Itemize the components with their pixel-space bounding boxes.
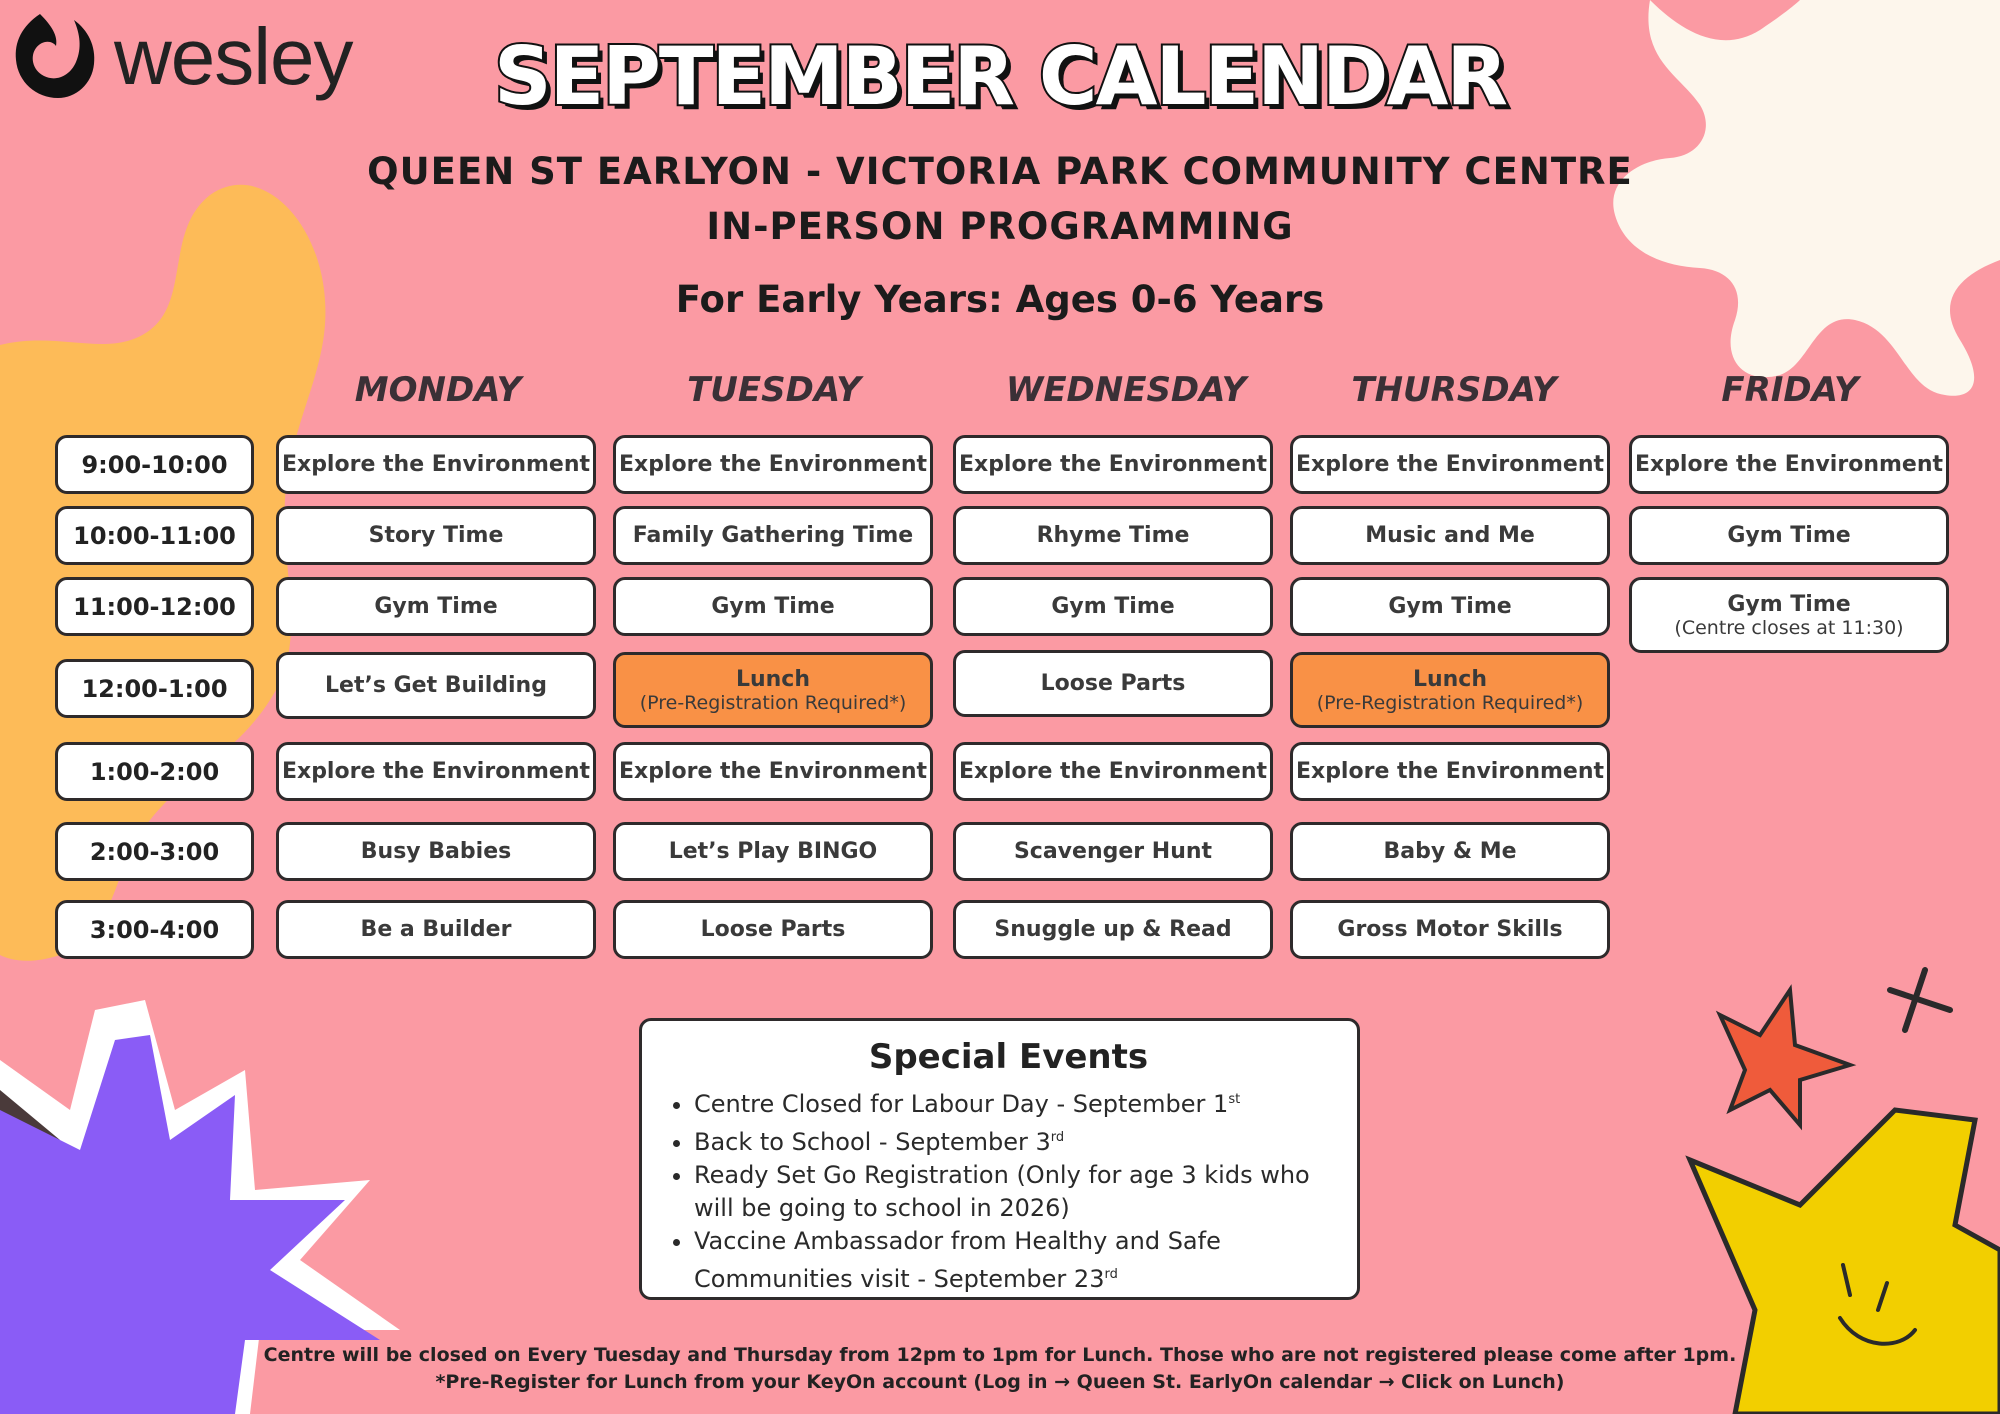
time-slot: 3:00-4:00 <box>55 900 254 959</box>
event-text: Ready Set Go Registration (Only for age 3 kids who will be going to school in 2026) <box>694 1161 1310 1222</box>
event-text: Back to School - September 3 <box>694 1128 1051 1156</box>
special-events-title: Special Events <box>868 1037 1149 1077</box>
time-slot: 11:00-12:00 <box>55 577 254 636</box>
activity-monday-11: Gym Time <box>276 577 596 636</box>
footer-closure-note: Centre will be closed on Every Tuesday and Thursday from 12pm to 1pm for Lunch. Those who are not registered please come after 1pm. <box>263 1344 1737 1366</box>
activity-monday-2: Busy Babies <box>276 822 596 881</box>
event-suffix: rd <box>1104 1267 1118 1282</box>
footer-preregister-note: *Pre-Register for Lunch from your KeyOn account (Log in → Queen St. EarlyOn calendar → Click on Lunch) <box>435 1371 1565 1393</box>
event-text: Centre Closed for Labour Day - September 1 <box>694 1090 1229 1118</box>
activity-tuesday-2: Let’s Play BINGO <box>613 822 933 881</box>
activity-thursday-10: Music and Me <box>1290 506 1610 565</box>
time-slot: 9:00-10:00 <box>55 435 254 494</box>
activity-tuesday-11: Gym Time <box>613 577 933 636</box>
activity-monday-3: Be a Builder <box>276 900 596 959</box>
activity-wednesday-9: Explore the Environment <box>953 435 1273 494</box>
cross-sparkle-icon <box>1890 970 1950 1030</box>
page-title <box>0 30 2000 123</box>
activity-tuesday-9: Explore the Environment <box>613 435 933 494</box>
activity-wednesday-1: Explore the Environment <box>953 742 1273 801</box>
event-text: Vaccine Ambassador from Healthy and Safe Communities visit - September 23 <box>694 1227 1221 1293</box>
activity-thursday-3: Gross Motor Skills <box>1290 900 1610 959</box>
yellow-star-shape <box>1690 1110 2000 1414</box>
activity-tuesday-10: Family Gathering Time <box>613 506 933 565</box>
day-header-tuesday: TUESDAY <box>687 370 861 410</box>
day-header-monday: MONDAY <box>354 370 522 410</box>
red-star-shape <box>1720 990 1850 1125</box>
list-item <box>694 1083 1347 1121</box>
activity-thursday-1: Explore the Environment <box>1290 742 1610 801</box>
activity-wednesday-11: Gym Time <box>953 577 1273 636</box>
time-slot: 10:00-11:00 <box>55 506 254 565</box>
friday-closing-note: (Centre closes at 11:30) <box>1674 616 1904 639</box>
activity-monday-10: Story Time <box>276 506 596 565</box>
event-suffix: st <box>1228 1092 1241 1107</box>
event-suffix: rd <box>1050 1130 1065 1145</box>
activity-thursday-2: Baby & Me <box>1290 822 1610 881</box>
audience-label: For Early Years: Ages 0-6 Years <box>675 278 1325 321</box>
activity-wednesday-12: Loose Parts <box>953 650 1273 717</box>
lunch-note: (Pre-Registration Required*) <box>639 691 907 714</box>
activity-monday-9: Explore the Environment <box>276 435 596 494</box>
activity-thursday-9: Explore the Environment <box>1290 435 1610 494</box>
list-item <box>694 1225 1347 1296</box>
lunch-label: Lunch <box>1412 666 1488 692</box>
time-slot: 2:00-3:00 <box>55 822 254 881</box>
lunch-label: Lunch <box>735 666 811 692</box>
activity-monday-12: Let’s Get Building <box>276 652 596 719</box>
brand-name: wesley <box>114 12 353 101</box>
list-item <box>694 1159 1347 1225</box>
activity-monday-1: Explore the Environment <box>276 742 596 801</box>
day-header-thursday: THURSDAY <box>1351 370 1557 410</box>
activity-friday-9: Explore the Environment <box>1629 435 1949 494</box>
friday-gym-label: Gym Time <box>1727 591 1851 617</box>
page-title-text: SEPTEMBER CALENDAR <box>494 30 1506 123</box>
activity-thursday-11: Gym Time <box>1290 577 1610 636</box>
activity-friday-11 <box>1629 577 1949 653</box>
activity-tuesday-1: Explore the Environment <box>613 742 933 801</box>
activity-tuesday-lunch <box>613 652 933 728</box>
activity-tuesday-3: Loose Parts <box>613 900 933 959</box>
special-events-list <box>670 1083 1347 1296</box>
special-events-panel <box>639 1018 1360 1300</box>
centre-name: QUEEN ST EARLYON - VICTORIA PARK COMMUNITY CENTRE <box>367 150 1633 193</box>
time-slot: 12:00-1:00 <box>55 659 254 718</box>
day-header-wednesday: WEDNESDAY <box>1005 370 1247 410</box>
activity-wednesday-2: Scavenger Hunt <box>953 822 1273 881</box>
activity-thursday-lunch <box>1290 652 1610 728</box>
list-item <box>694 1121 1347 1159</box>
time-slot: 1:00-2:00 <box>55 742 254 801</box>
activity-wednesday-3: Snuggle up & Read <box>953 900 1273 959</box>
day-header-friday: FRIDAY <box>1721 370 1859 410</box>
activity-friday-10: Gym Time <box>1629 506 1949 565</box>
programming-type: IN-PERSON PROGRAMMING <box>706 205 1294 248</box>
activity-wednesday-10: Rhyme Time <box>953 506 1273 565</box>
lunch-note: (Pre-Registration Required*) <box>1316 691 1584 714</box>
